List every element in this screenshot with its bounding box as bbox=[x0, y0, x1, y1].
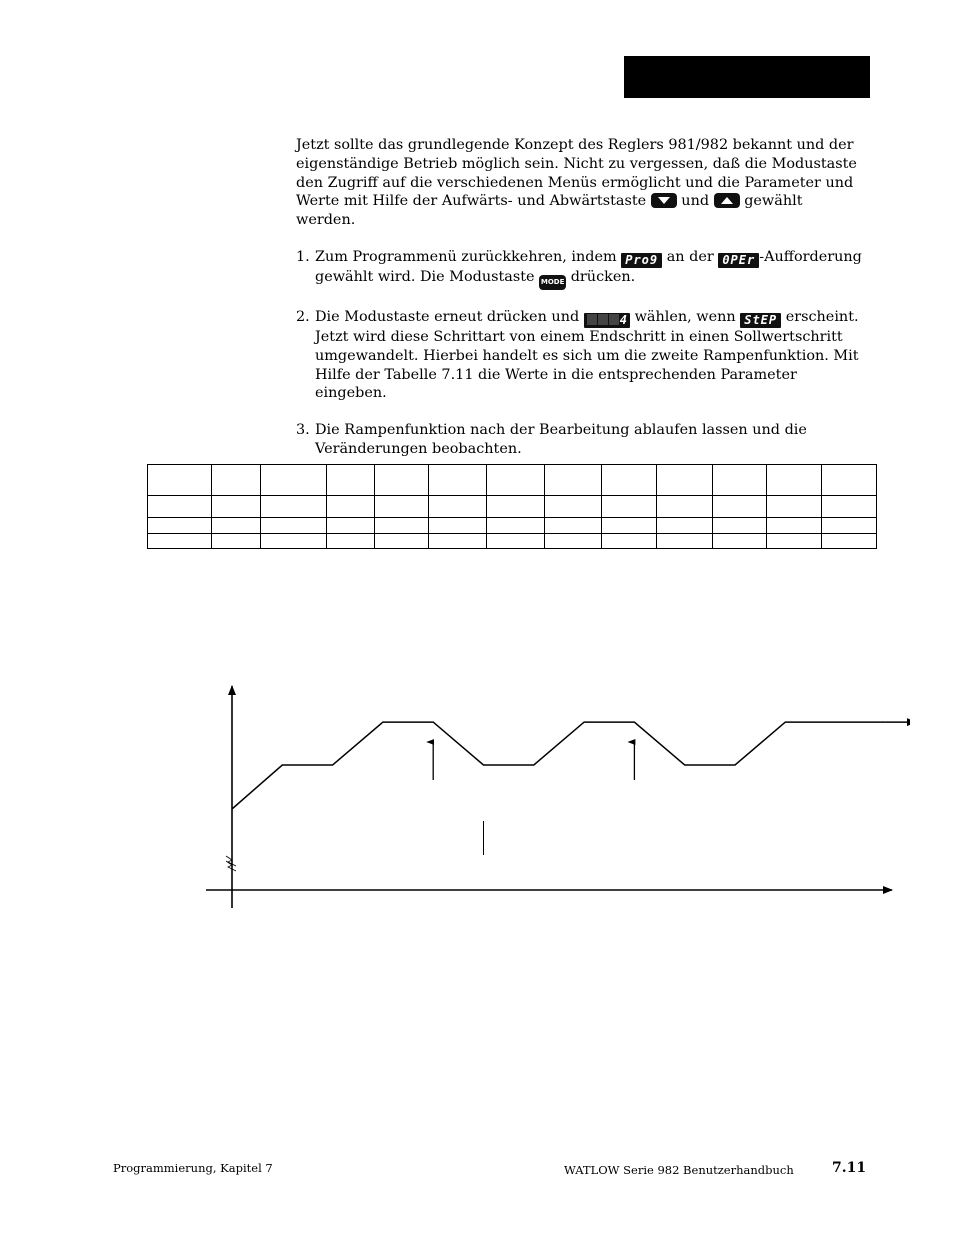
table-cell bbox=[429, 465, 487, 496]
parameter-table bbox=[147, 464, 877, 549]
table-cell bbox=[656, 534, 712, 549]
footer-chapter: Programmierung, Kapitel 7 bbox=[113, 1161, 273, 1175]
table-cell bbox=[148, 496, 212, 518]
table-cell bbox=[327, 534, 375, 549]
axis-break-icon bbox=[226, 856, 236, 871]
table-cell bbox=[712, 465, 766, 496]
step-3: 3. Die Rampenfunktion nach der Bearbeitung ablaufen lassen und die Veränderungen beobachten. bbox=[296, 422, 807, 457]
table-cell bbox=[212, 465, 261, 496]
table-cell bbox=[261, 465, 327, 496]
table-cell bbox=[601, 496, 656, 518]
table-cell bbox=[712, 534, 766, 549]
table-cell bbox=[375, 465, 429, 496]
table-row bbox=[148, 496, 877, 518]
table-cell bbox=[429, 534, 487, 549]
table-cell bbox=[375, 534, 429, 549]
main-content bbox=[296, 136, 866, 477]
table-cell bbox=[261, 496, 327, 518]
table-cell bbox=[327, 465, 375, 496]
table-cell bbox=[375, 518, 429, 534]
table-cell bbox=[712, 518, 766, 534]
table-cell bbox=[712, 496, 766, 518]
lcd-oper: 0PEr bbox=[718, 253, 759, 268]
table-cell bbox=[601, 465, 656, 496]
table-cell bbox=[821, 465, 876, 496]
table-cell bbox=[656, 518, 712, 534]
table-cell bbox=[375, 496, 429, 518]
table-cell bbox=[821, 534, 876, 549]
lcd-step: StEP bbox=[740, 313, 781, 328]
table-cell bbox=[487, 518, 544, 534]
table-cell bbox=[766, 496, 821, 518]
table-cell bbox=[261, 534, 327, 549]
table-cell bbox=[148, 534, 212, 549]
table-cell bbox=[148, 465, 212, 496]
table-row bbox=[148, 534, 877, 549]
lcd-prog: Pro9 bbox=[621, 253, 662, 268]
ramp-series-line bbox=[232, 722, 886, 809]
table-cell bbox=[212, 518, 261, 534]
table-cell bbox=[212, 496, 261, 518]
table-cell bbox=[327, 518, 375, 534]
table-cell bbox=[656, 496, 712, 518]
table-cell bbox=[487, 465, 544, 496]
table-cell bbox=[766, 465, 821, 496]
table-cell bbox=[544, 496, 601, 518]
ramp-profile-chart bbox=[190, 670, 910, 915]
table-cell bbox=[212, 534, 261, 549]
table-row bbox=[148, 465, 877, 496]
table-cell bbox=[148, 518, 212, 534]
footer-title: WATLOW Serie 982 Benutzerhandbuch bbox=[564, 1163, 794, 1177]
table-cell bbox=[766, 534, 821, 549]
table-cell bbox=[544, 465, 601, 496]
table-row bbox=[148, 518, 877, 534]
table-cell bbox=[261, 518, 327, 534]
table-cell bbox=[601, 518, 656, 534]
step-1: 1. Zum Programmenü zurückkehren, indem Pro9 an der 0PEr -Aufforderung gewählt wird. Die Modustaste MODE drücken. bbox=[296, 248, 866, 290]
up-key-icon bbox=[714, 193, 740, 208]
table-cell bbox=[821, 518, 876, 534]
table-cell bbox=[821, 496, 876, 518]
page-number: 7.11 bbox=[832, 1160, 867, 1176]
header-bar bbox=[624, 56, 870, 98]
mode-key-icon: MODE bbox=[539, 275, 566, 290]
step-2: 2. Die Modustaste erneut drücken und 4 wählen, wenn StEP erscheint. Jetzt wird diese Schrittart von einem Endschritt in einen Sollwertschritt umgewandelt. Hierbei handelt es sich um die zweite Rampenfunktion. Mit Hilfe der Tabelle 7.11 die Werte in die entsprechenden Parameter eingeben. bbox=[296, 308, 859, 402]
table-cell bbox=[429, 496, 487, 518]
lcd-value: 4 bbox=[584, 313, 630, 328]
table-cell bbox=[656, 465, 712, 496]
table-cell bbox=[544, 518, 601, 534]
table-cell bbox=[487, 496, 544, 518]
table-cell bbox=[601, 534, 656, 549]
table-cell bbox=[327, 496, 375, 518]
table-cell bbox=[429, 518, 487, 534]
table-cell bbox=[766, 518, 821, 534]
table-cell bbox=[544, 534, 601, 549]
down-key-icon bbox=[651, 193, 677, 208]
intro-paragraph: Jetzt sollte das grundlegende Konzept des Reglers 981/982 bekannt und der eigenständige Betrieb möglich sein. Nicht zu vergessen, daß die Modustaste den Zugriff auf die verschiedenen Menüs ermöglicht und die Parameter und Werte mit Hilfe der Aufwärts- und Abwärtstaste und gewählt werden. bbox=[296, 137, 857, 229]
table-cell bbox=[487, 534, 544, 549]
